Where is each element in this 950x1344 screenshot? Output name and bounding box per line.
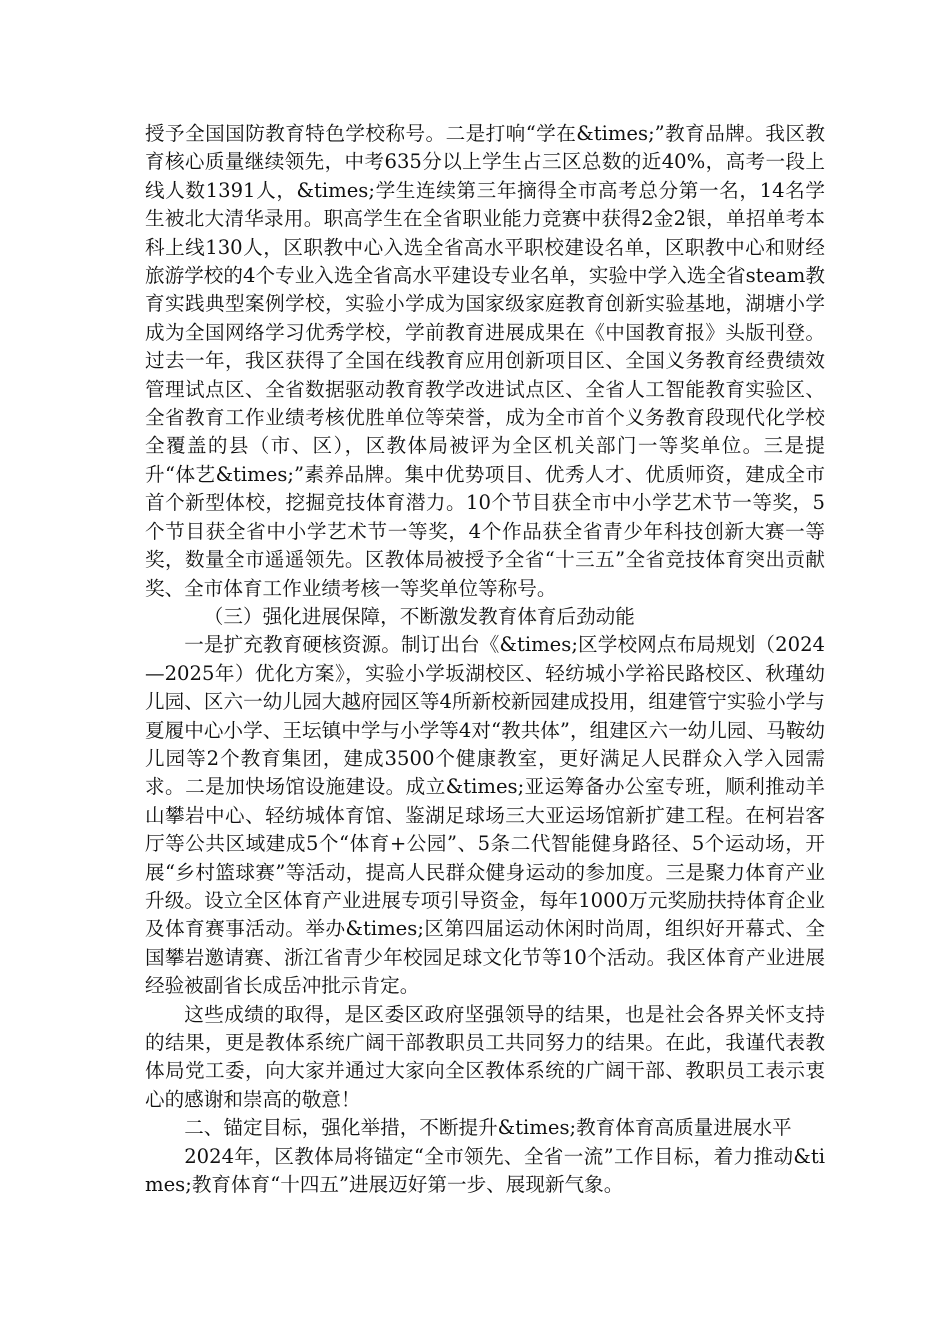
section-heading-3: （三）强化进展保障，不断激发教育体育后劲动能	[203, 604, 635, 628]
body-paragraph-4: 2024年，区教体局将锚定“全市领先、全省一流”工作目标，着力推动&times;教育体育“十四五”进展迈好第一步、展现新气象。	[145, 1144, 825, 1197]
body-paragraph-1: 授予全国国防教育特色学校称号。二是打响“学在&times;”教育品牌。我区教育核心质量继续领先，中考635分以上学生占三区总数的近40%，高考一段上线人数1391人，&times;学生连续第三年摘得全市高考总分第一名，14名学生被北大清华录用。职高学生在全省职业能力竞赛中获得2金2银，单招单考本科上线130人，区职教中心入选全省高水平职校建设名单，区职教中心和财经旅游学校的4个专业入选全省高水平建设专业名单，实验中学入选全省steam教育实践典型案例学校，实验小学成为国家级家庭教育创新实验基地，湖塘小学成为全国网络学习优秀学校，学前教育进展成果在《中国教育报》头版刊登。过去一年，我区获得了全国在线教育应用创新项目区、全国义务教育经费绩效管理试点区、全省数据驱动教育教学改进试点区、全省人工智能教育实验区、全省教育工作业绩考核优胜单位等荣誉，成为全市首个义务教育段现代化学校全覆盖的县（市、区），区教体局被评为全区机关部门一等奖单位。三是提升“体艺&times;”素养品牌。集中优势项目、优秀人才、优质师资，建成全市首个新型体校，挖掘竞技体育潜力。10个节目获全市中小学艺术节一等奖，5个节目获全省中小学艺术节一等奖，4个作品获全省青少年科技创新大赛一等奖，数量全市遥遥领先。区教体局被授予全省“十三五”全省竞技体育突出贡献奖、全市体育工作业绩考核一等奖单位等称号。	[145, 122, 825, 600]
body-paragraph-2: 一是扩充教育硬核资源。制订出台《&times;区学校网点布局规划（2024—2025年）优化方案》，实验小学坂湖校区、轻纺城小学裕民路校区、秋瑾幼儿园、区六一幼儿园大越府园区等4所新校新园建成投用，组建管宁实验小学与夏履中心小学、王坛镇中学与小学等4对“教共体”，组建区六一幼儿园、马鞍幼儿园等2个教育集团，建成3500个健康教室，更好满足人民群众入学入园需求。二是加快场馆设施建设。成立&times;亚运筹备办公室专班，顺利推动羊山攀岩中心、轻纺城体育馆、鉴湖足球场三大亚运场馆新扩建工程。在柯岩客厅等公共区域建成5个“体育+公园”、5条二代智能健身路径、5个运动场，开展“乡村篮球赛”等活动，提高人民群众健身运动的参加度。三是聚力体育产业升级。设立全区体育产业进展专项引导资金，每年1000万元奖励扶持体育企业及体育赛事活动。举办&times;区第四届运动休闲时尚周，组织好开幕式、全国攀岩邀请赛、浙江省青少年校园足球文化节等10个活动。我区体育产业进展经验被副省长成岳冲批示肯定。	[145, 633, 825, 998]
section-heading-2: 二、锚定目标，强化举措，不断提升&times;教育体育高质量进展水平	[184, 1116, 792, 1140]
body-paragraph-3: 这些成绩的取得，是区委区政府坚强领导的结果，也是社会各界关怀支持的结果，更是教体系统广阔干部教职员工共同努力的结果。在此，我谨代表教体局党工委，向大家并通过大家向全区教体系统的广阔干部、教职员工表示衷心的感谢和崇高的敬意！	[145, 1002, 825, 1111]
document-page	[145, 120, 825, 1199]
